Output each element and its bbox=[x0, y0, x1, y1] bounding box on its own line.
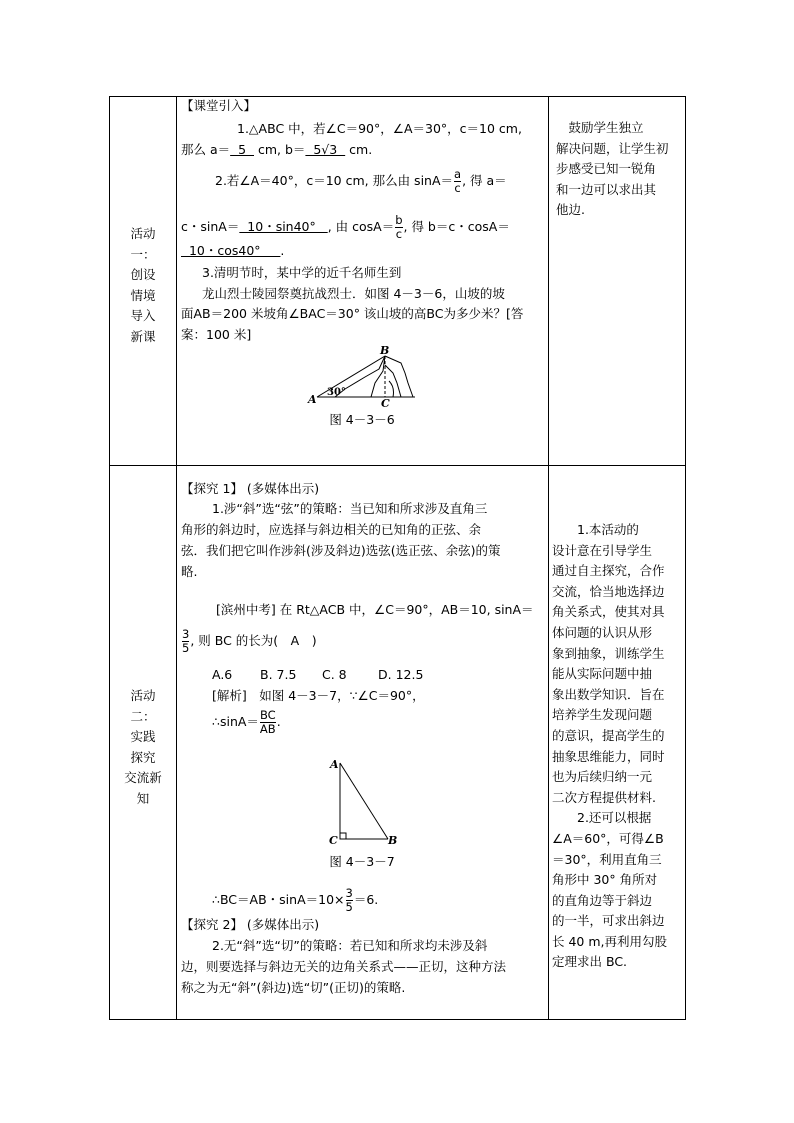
note-line: 2.还可以根据 bbox=[552, 810, 652, 826]
vertex-label-a: A bbox=[330, 758, 339, 771]
option-a: A.6 bbox=[212, 667, 233, 682]
note-line: 角形中 30° 角所对 bbox=[552, 872, 658, 888]
text: 那么 a＝ bbox=[181, 142, 231, 157]
question-2-line2 bbox=[181, 214, 510, 241]
text: ∴sinA＝ bbox=[212, 714, 259, 729]
row2-notes bbox=[552, 520, 684, 973]
vertex-label-c: C bbox=[329, 834, 338, 846]
label-line: 一： bbox=[130, 246, 156, 262]
right-triangle-figure bbox=[325, 756, 405, 846]
paragraph-line: 角形的斜边时，应选择与斜边相关的已知角的正弦、余 bbox=[181, 522, 482, 537]
angle-label: 30° bbox=[327, 387, 346, 398]
note-line: 抽象思维能力，同时 bbox=[552, 748, 665, 764]
note-line: 的一半，可求出斜边 bbox=[552, 913, 665, 929]
figure-caption: 图 4－3－6 bbox=[329, 412, 395, 427]
denominator: c bbox=[454, 181, 461, 195]
note-line: 二次方程提供材料. bbox=[552, 789, 656, 805]
vertex-label-b: B bbox=[388, 834, 398, 846]
note-line: 培养学生发现问题 bbox=[552, 707, 653, 723]
paragraph-line: 1.涉“斜”选“弦”的策略：当已知和所求涉及直角三 bbox=[212, 501, 488, 516]
sin-formula bbox=[212, 709, 281, 736]
label-line: 活动 bbox=[130, 226, 156, 241]
label-line: 导入 bbox=[130, 308, 156, 324]
fraction bbox=[260, 709, 276, 736]
fraction bbox=[346, 887, 353, 914]
fraction bbox=[454, 168, 461, 195]
note-line: 也为后续归纳一元 bbox=[552, 769, 653, 785]
answer-a: 10・sin40° bbox=[239, 219, 328, 234]
note-line: 通过自主探究，合作 bbox=[552, 563, 665, 579]
question-1: 1.△ABC 中，若∠C＝90°，∠A＝30°，c＝10 cm, bbox=[237, 121, 522, 136]
row-divider bbox=[109, 465, 686, 466]
note-line: 交流，恰当地选择边 bbox=[552, 583, 665, 599]
explore-1-heading: 【探究 1】 (多媒体出示) bbox=[181, 481, 320, 496]
note-line: 设计意在引导学生 bbox=[552, 542, 653, 558]
note-line: 他边. bbox=[556, 202, 585, 218]
text: ＝6. bbox=[353, 892, 379, 907]
vertex-label-a: A bbox=[308, 393, 317, 406]
numerator: b bbox=[395, 213, 403, 227]
result-formula bbox=[212, 887, 378, 914]
denominator: c bbox=[395, 227, 403, 241]
note-line: 能从实际问题中抽 bbox=[552, 666, 653, 682]
section-heading: 【课堂引入】 bbox=[181, 98, 257, 113]
question-2 bbox=[215, 168, 507, 195]
vertex-label-b: B bbox=[380, 344, 390, 357]
text: , 由 cosA＝ bbox=[327, 219, 395, 234]
answer-a: 5 bbox=[230, 142, 254, 157]
option-c: C. 8 bbox=[322, 667, 347, 682]
row1-notes bbox=[556, 118, 688, 221]
paragraph-line: 2.无“斜”选“切”的策略：若已知和所求均未涉及斜 bbox=[212, 938, 488, 953]
note-line: 象到抽象，训练学生 bbox=[552, 645, 665, 661]
analysis: [解析] 如图 4－3－7，∵∠C＝90°， bbox=[212, 688, 425, 703]
text: . bbox=[280, 243, 285, 258]
note-line: 定理求出 BC. bbox=[552, 954, 628, 970]
col-divider-2 bbox=[548, 96, 549, 1020]
text: ∴BC＝AB・sinA＝10× bbox=[212, 892, 345, 907]
question-2-line3 bbox=[181, 243, 284, 259]
text: , 得 a＝ bbox=[462, 173, 507, 188]
label-line: 活动 bbox=[130, 688, 156, 703]
text: , 则 BC 的长为( A ) bbox=[190, 633, 317, 648]
denominator: 5 bbox=[182, 641, 190, 655]
note-line: 角关系式，使其对具 bbox=[552, 604, 665, 620]
label-line: 实践 bbox=[130, 729, 156, 745]
fraction bbox=[182, 628, 189, 655]
question-3: 3.清明节时，某中学的近千名师生到 bbox=[202, 265, 402, 280]
text: cm, b＝ bbox=[254, 142, 306, 157]
text: cm. bbox=[345, 142, 373, 157]
text: c・sinA＝ bbox=[181, 219, 240, 234]
note-line: 步感受已知一锐角 bbox=[556, 161, 657, 177]
paragraph-line: 略. bbox=[181, 564, 198, 579]
activity-1-label bbox=[110, 224, 176, 348]
note-line: 解决问题，让学生初 bbox=[556, 140, 669, 156]
note-line: 的意识，提高学生的 bbox=[552, 727, 665, 743]
numerator: 3 bbox=[182, 627, 190, 641]
text: . bbox=[276, 714, 281, 729]
options bbox=[212, 667, 423, 683]
label-line: 新课 bbox=[130, 328, 156, 344]
numerator: 3 bbox=[345, 886, 353, 900]
note-line: ＝30°，利用直角三 bbox=[552, 851, 662, 867]
question-3: 龙山烈士陵园祭奠抗战烈士．如图 4－3－6，山坡的坡 bbox=[202, 286, 505, 301]
label-line: 交流新 bbox=[124, 770, 162, 786]
question-3: 案：100 米] bbox=[181, 327, 252, 342]
note-line: 体问题的认识从形 bbox=[552, 624, 653, 640]
label-line: 知 bbox=[136, 790, 150, 806]
figure-caption: 图 4－3－7 bbox=[329, 854, 395, 869]
text: 2.若∠A＝40°，c＝10 cm, 那么由 sinA＝ bbox=[215, 173, 454, 188]
denominator: 5 bbox=[345, 900, 353, 914]
table-border-top bbox=[109, 96, 686, 97]
explore-2-heading: 【探究 2】 (多媒体出示) bbox=[181, 917, 320, 932]
table-border-right bbox=[685, 96, 686, 1020]
note-line: 鼓励学生独立 bbox=[556, 120, 644, 135]
note-line: 象出数学知识．旨在 bbox=[552, 686, 665, 702]
note-line: ∠A＝60°，可得∠B bbox=[552, 830, 664, 846]
activity-2-label bbox=[110, 686, 176, 810]
note-line: 长 40 m,再利用勾股 bbox=[552, 933, 668, 949]
label-line: 二： bbox=[130, 708, 156, 724]
slope-figure bbox=[305, 343, 425, 408]
paragraph-line: 边，则要选择与斜边无关的边角关系式——正切，这种方法 bbox=[181, 959, 507, 974]
note-line: 的直角边等于斜边 bbox=[552, 892, 653, 908]
vertex-label-c: C bbox=[381, 397, 390, 408]
col-divider-1 bbox=[176, 96, 177, 1020]
label-line: 情境 bbox=[130, 287, 156, 303]
option-d: D. 12.5 bbox=[378, 667, 424, 682]
denominator: AB bbox=[259, 722, 276, 736]
label-line: 创设 bbox=[130, 267, 156, 283]
label-line: 探究 bbox=[130, 749, 156, 765]
note-line: 1.本活动的 bbox=[552, 522, 639, 537]
fraction bbox=[395, 214, 402, 241]
numerator: a bbox=[454, 167, 462, 181]
paragraph-line: 称之为无“斜”(斜边)选“切”(正切)的策略. bbox=[181, 980, 406, 995]
option-b: B. 7.5 bbox=[260, 667, 297, 682]
paragraph-line: 弦．我们把它叫作涉斜(涉及斜边)选弦(选正弦、余弦)的策 bbox=[181, 543, 501, 558]
example-question-line2 bbox=[181, 628, 317, 655]
numerator: BC bbox=[259, 708, 276, 722]
question-1-answer bbox=[181, 142, 372, 158]
example-question: [滨州中考] 在 Rt△ACB 中，∠C＝90°，AB＝10, sinA＝ bbox=[216, 602, 534, 617]
answer-b: 5√3 bbox=[305, 142, 346, 157]
table-border-bottom bbox=[109, 1019, 686, 1020]
text: , 得 b＝c・cosA＝ bbox=[403, 219, 510, 234]
question-3: 面AB＝200 米坡角∠BAC＝30° 该山坡的高BC为多少米？[答 bbox=[181, 306, 524, 321]
answer-b: 10・cos40° bbox=[181, 243, 281, 258]
note-line: 和一边可以求出其 bbox=[556, 181, 657, 197]
